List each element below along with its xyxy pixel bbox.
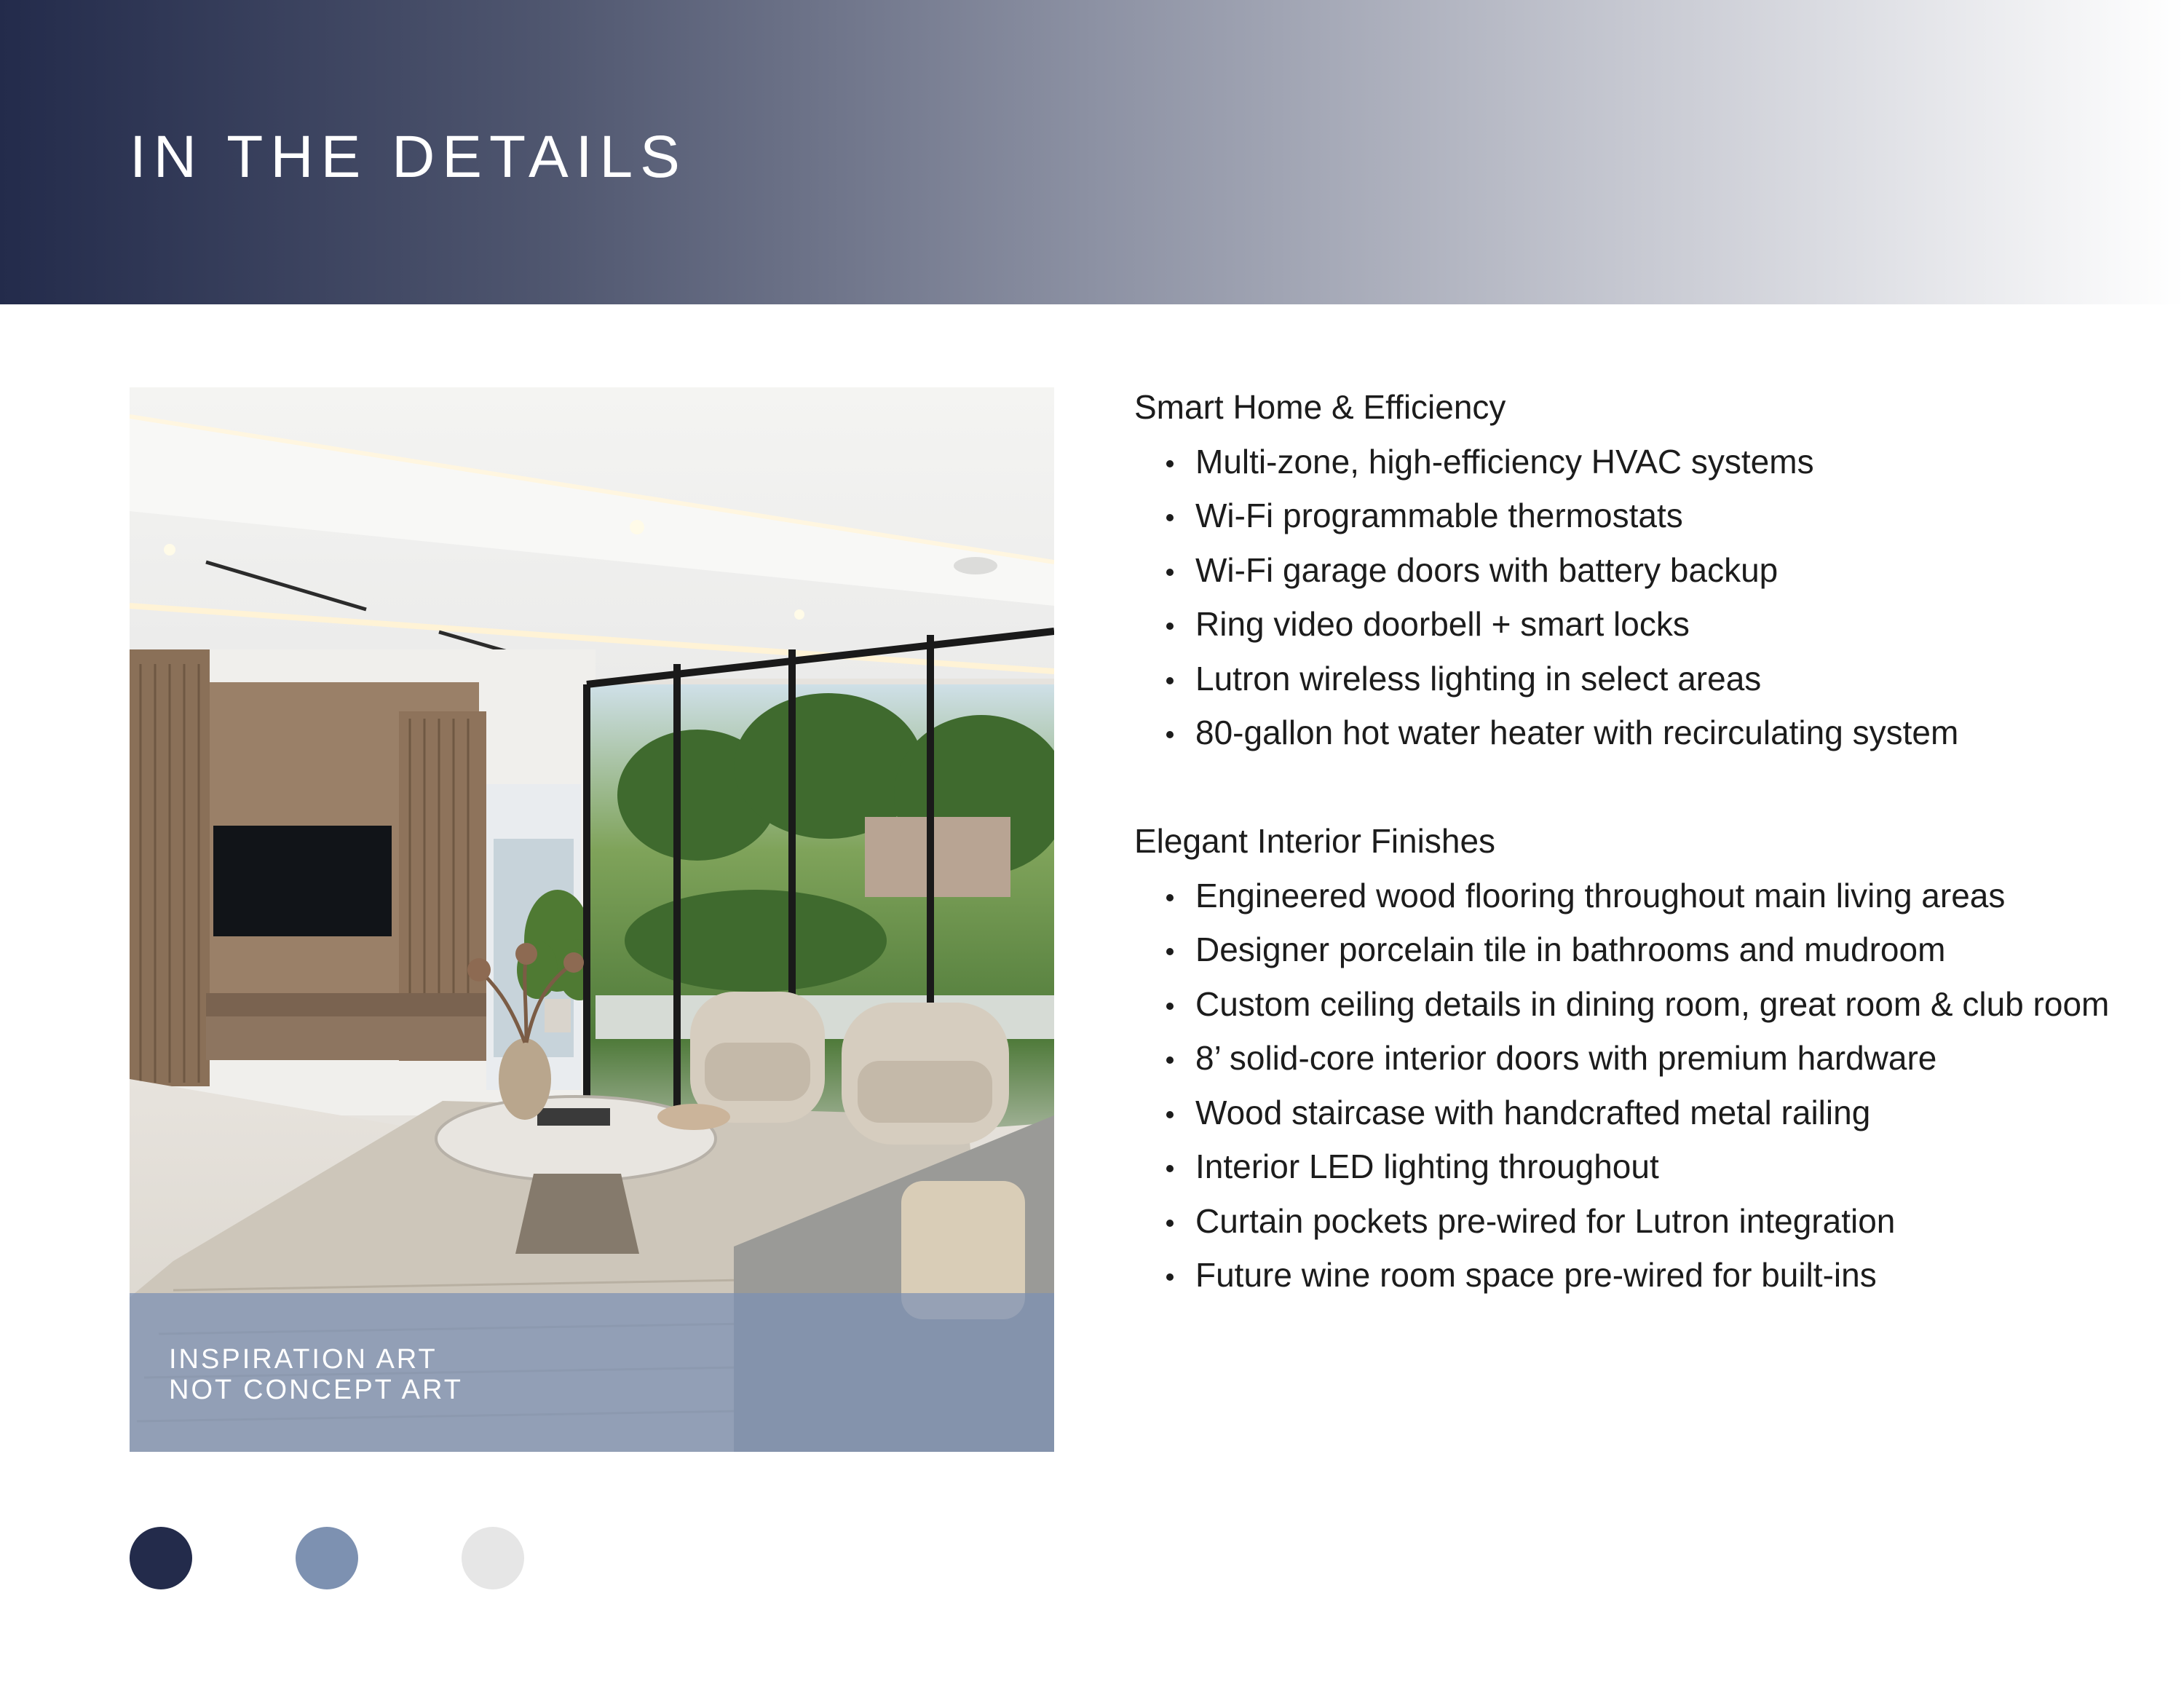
list-item: Wi-Fi garage doors with battery backup [1195,543,2110,598]
caption-line-1: INSPIRATION ART [169,1344,438,1375]
list-item: Designer porcelain tile in bathrooms and mudroom [1195,922,2110,977]
list-item: Custom ceiling details in dining room, great room & club room [1195,977,2110,1032]
list-item: Future wine room space pre-wired for built-ins [1195,1248,2110,1303]
list-item: Curtain pockets pre-wired for Lutron integration [1195,1194,2110,1249]
header-banner [0,0,2184,304]
list-item: Lutron wireless lighting in select areas [1195,652,2110,706]
list-item: Wood staircase with handcrafted metal railing [1195,1086,2110,1140]
caption-band [130,1293,1054,1452]
page-title: IN THE DETAILS [130,124,687,190]
list-item: 80-gallon hot water heater with recirculating system [1195,706,2110,760]
details-content [1134,380,2110,1303]
swatch-light-gray [462,1527,524,1589]
swatch-navy [130,1527,192,1589]
living-room-illustration [130,387,1054,1452]
list-item: Ring video doorbell + smart locks [1195,597,2110,652]
caption-line-2: NOT CONCEPT ART [169,1375,463,1405]
list-item: Wi-Fi programmable thermostats [1195,489,2110,543]
list-item: Interior LED lighting throughout [1195,1139,2110,1194]
section-title: Smart Home & Efficiency [1134,388,1506,426]
section-smart-home [1134,380,2110,760]
list-item: Multi-zone, high-efficiency HVAC systems [1195,435,2110,489]
section-interior-finishes [1134,814,2110,1303]
inspiration-photo [130,387,1054,1452]
section-title: Elegant Interior Finishes [1134,822,1496,860]
list-item: Engineered wood flooring throughout main living areas [1195,869,2110,923]
feature-list [1134,435,2110,760]
swatch-slate-blue [296,1527,358,1589]
photo-caption [169,1344,463,1405]
list-item: 8’ solid-core interior doors with premium hardware [1195,1031,2110,1086]
feature-list [1134,869,2110,1303]
